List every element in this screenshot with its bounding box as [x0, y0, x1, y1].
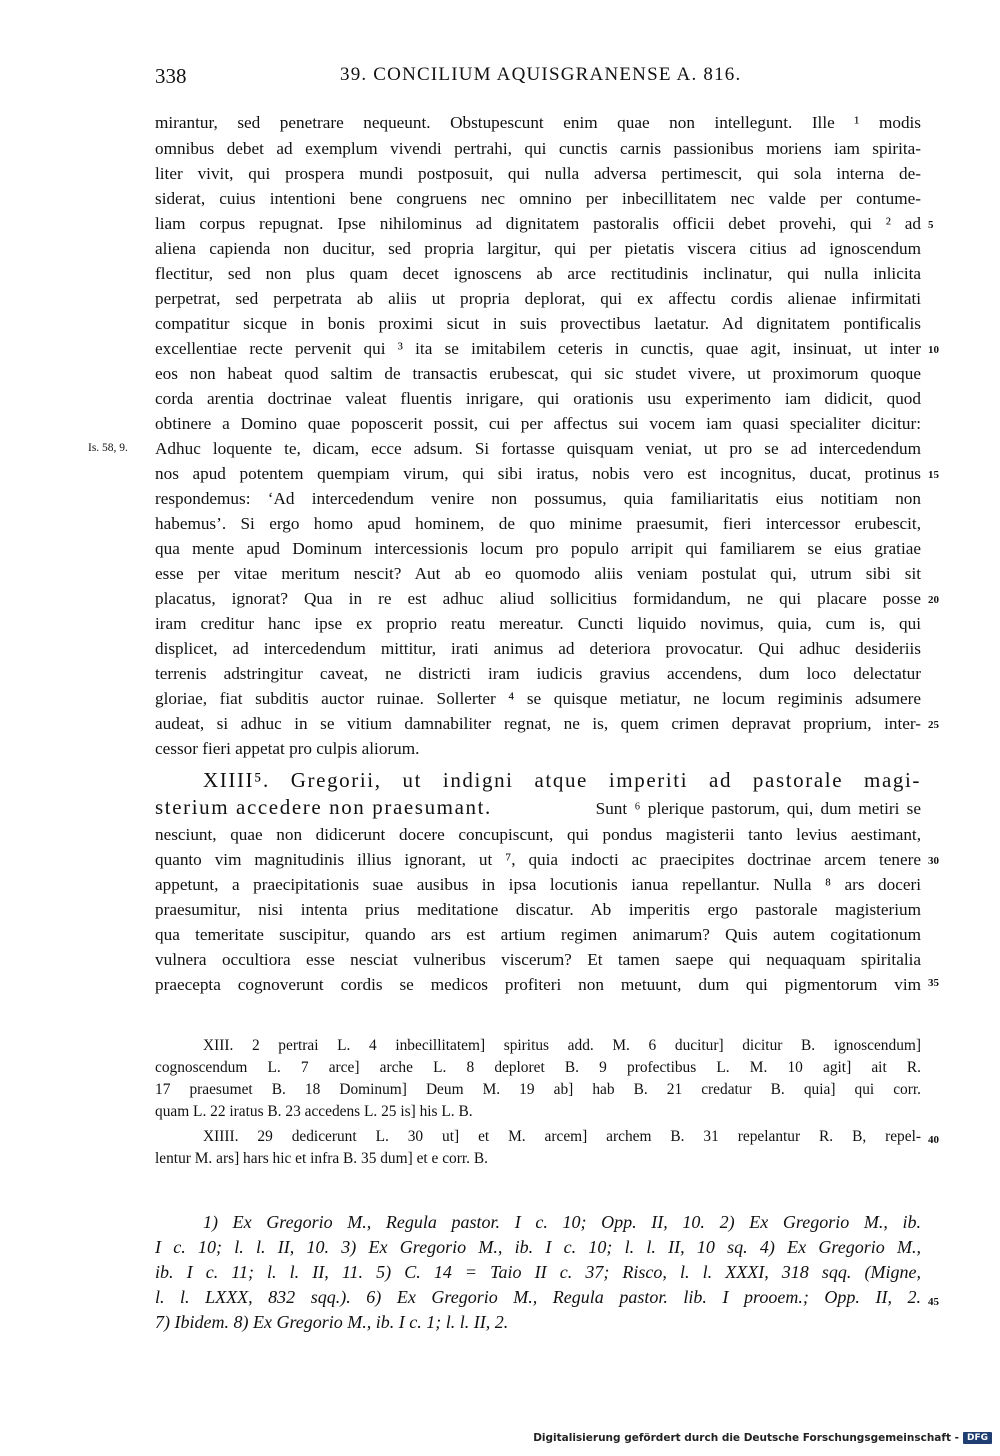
digitization-footer: [533, 1432, 992, 1444]
line-number: 20: [928, 594, 939, 606]
line-number: 40: [928, 1134, 939, 1146]
footer-text: Digitalisierung gefördert durch die Deutsche Forschungsgemeinschaft -: [533, 1432, 959, 1444]
apparatus-line: 17 praesumet B. 18 Dominum] Deum M. 19 ab] hab B. 21 credatur B. quia] qui corr.: [155, 1081, 921, 1098]
text-line: vulnera occultiora esse nesciat vulneribus viscerum? Et tamen saepe qui nequaquam spiritalia: [155, 950, 921, 969]
section-heading-rest: Sunt ⁶ plerique pastorum, qui, dum metiri se: [595, 799, 921, 818]
text-line: corda arentia doctrinae valeat fluentis inrigare, qui orationis usu experimento iam didicit, quod: [155, 389, 921, 408]
text-line: mirantur, sed penetrare nequeunt. Obstupescunt enim quae non intellegunt. Ille ¹ modis: [155, 113, 921, 132]
text-line: siderat, cuius intentioni bene congruens nec omnino per inbecillitatem nec valde per contume-: [155, 189, 921, 208]
text-line: obtinere a Domino quae poposcerit possit, cui per affectus sui vocem iam quasi specialiter dicitur:: [155, 414, 921, 433]
apparatus-line: XIII. 2 pertrai L. 4 inbecillitatem] spiritus add. M. 6 ducitur] dicitur B. ignoscendum]: [203, 1037, 921, 1054]
apparatus-line: quam L. 22 iratus B. 23 accedens L. 25 is] his L. B.: [155, 1103, 473, 1120]
footnote-line: 7) Ibidem. 8) Ex Gregorio M., ib. I c. 1; l. l. II, 2.: [155, 1312, 509, 1332]
text-line: quanto vim magnitudinis illius ignorant, ut ⁷, quia indocti ac praecipites doctrinae arcem tenere: [155, 850, 921, 869]
line-number: 45: [928, 1296, 939, 1308]
text-line: flectitur, sed non plus quam decet ignoscens ab arce rectitudinis inclinatur, qui nulla inlicita: [155, 264, 921, 283]
text-line: aliena capienda non ducitur, sed propria largitur, qui per pietatis viscera citius ad ignoscendum: [155, 239, 921, 258]
text-line: esse per vitae meritum nescit? Aut ab eo quomodo aliis veniam postulat qui, utrum sibi sit: [155, 564, 921, 583]
line-number: 15: [928, 469, 939, 481]
apparatus-line: lentur M. ars] hars hic et infra B. 35 dum] et e corr. B.: [155, 1150, 488, 1167]
text-line: Adhuc loquente te, dicam, ecce adsum. Si fortasse quisquam veniat, ut pro se ad intercedendum: [155, 439, 921, 458]
text-line: placatus, ignorat? Qua in re est adhuc aliud sollicitius formidandum, ne qui placare posse: [155, 589, 921, 608]
section-heading-line2: [155, 795, 921, 820]
footnote-line: l. l. LXXX, 832 sqq.). 6) Ex Gregorio M., Regula pastor. lib. I prooem.; Opp. II, 2.: [155, 1287, 921, 1307]
text-line: nesciunt, quae non didicerunt docere concupiscunt, qui pondus magisterii tanto levius aestimant,: [155, 825, 921, 844]
page-number: 338: [155, 64, 187, 88]
text-line: compatitur sicque in bonis proximi sicut in suis provectibus laetatur. Ad dignitatem pontificalis: [155, 314, 921, 333]
text-line: praesumitur, nisi intenta prius meditatione discatur. Ab imperitis ergo pastorale magisterium: [155, 900, 921, 919]
text-line: terrenis adstringitur caveat, ne districti iram iudicis gravius accendens, dum loco delectatur: [155, 664, 921, 683]
text-line: liter vivit, qui prospera mundi postposuit, qui nulla adversa pertimescit, qui sola interna de-: [155, 164, 921, 183]
text-line: excellentiae recte pervenit qui ³ ita se imitabilem ceteris in cunctis, quae agit, insinuat, ut inter: [155, 339, 921, 358]
line-number: 10: [928, 344, 939, 356]
apparatus-line: cognoscendum L. 7 arce] arche L. 8 deploret B. 9 profectibus L. M. 10 agit] ait R.: [155, 1059, 921, 1076]
footnote-line: 1) Ex Gregorio M., Regula pastor. I c. 10; Opp. II, 10. 2) Ex Gregorio M., ib.: [203, 1212, 921, 1232]
text-line: appetunt, a praecipitationis suae ausibus in ipsa locutionis ianua repellantur. Nulla ⁸ ars doceri: [155, 875, 921, 894]
text-line: cessor fieri appetat pro culpis aliorum.: [155, 739, 420, 758]
line-number: 5: [928, 219, 934, 231]
text-line: eos non habeat quod saltim de transactis erubescat, qui sic studet vivere, ut proximorum quoque: [155, 364, 921, 383]
section-heading: XIIII⁵. Gregorii, ut indigni atque imperiti ad pastorale magi-: [203, 768, 921, 792]
line-number: 30: [928, 855, 939, 867]
text-line: iram creditur hanc ipse ex proprio reatu mereatur. Cuncti liquido novimus, quia, cum is, qui: [155, 614, 921, 633]
text-line: qua temeritate suscipitur, quando ars est artium regimen animarum? Quis autem cogitationum: [155, 925, 921, 944]
dfg-logo-icon: DFG: [963, 1432, 992, 1444]
line-number: 25: [928, 719, 939, 731]
text-line: audeat, si adhuc in se vitium damnabiliter regnat, ne is, quem crimen depravat proprium, inter-: [155, 714, 921, 733]
footnote-line: I c. 10; l. l. II, 10. 3) Ex Gregorio M., ib. I c. 10; l. l. II, 10 sq. 4) Ex Gregorio M.,: [155, 1237, 921, 1257]
line-number: 35: [928, 977, 939, 989]
text-line: gloriae, fiat subditis auctor ruinae. Sollerter ⁴ se quisque metiatur, ne locum regiminis adsumere: [155, 689, 921, 708]
text-line: habemus’. Si ergo homo apud hominem, de quo minime praesumit, fieri intercessor erubescit,: [155, 514, 921, 533]
text-line: liam corpus repugnat. Ipse nihilominus ad dignitatem pastoralis officii debet provehi, qui ² ad: [155, 214, 921, 233]
text-line: displicet, ad intercedendum mittitur, irati animus ad deteriora provocatur. Qui adhuc desideriis: [155, 639, 921, 658]
text-line: respondemus: ‘Ad intercedendum venire non possumus, quia familiaritatis eius notitiam non: [155, 489, 921, 508]
text-line: omnibus debet ad exemplum vivendi pertrahi, qui cunctis carnis passionibus moriens iam spirita-: [155, 139, 921, 158]
footnote-line: ib. I c. 11; l. l. II, 11. 5) C. 14 = Taio II c. 37; Risco, l. l. XXXI, 318 sqq. (Migne,: [155, 1262, 921, 1282]
section-heading-title: sterium accedere non praesumant.: [155, 795, 492, 819]
text-line: praecepta cognoverunt cordis se medicos profiteri non metuunt, dum qui pigmentorum vim: [155, 975, 921, 994]
text-line: nos apud potentem quempiam virum, qui sibi iratus, nobis vero est incognitus, ducat, protinus: [155, 464, 921, 483]
text-line: perpetrat, sed perpetrata ab aliis ut propria deplorat, qui ex affectu cordis alienae infirmitati: [155, 289, 921, 308]
apparatus-line: XIIII. 29 dedicerunt L. 30 ut] et M. arcem] archem B. 31 repelantur R. B, repel-: [203, 1128, 921, 1145]
margin-note: Is. 58, 9.: [88, 442, 128, 454]
running-title: 39. CONCILIUM AQUISGRANENSE A. 816.: [340, 64, 742, 85]
text-line: qua mente apud Dominum intercessionis locum pro populo arripit qui familiarem se eius gratiae: [155, 539, 921, 558]
